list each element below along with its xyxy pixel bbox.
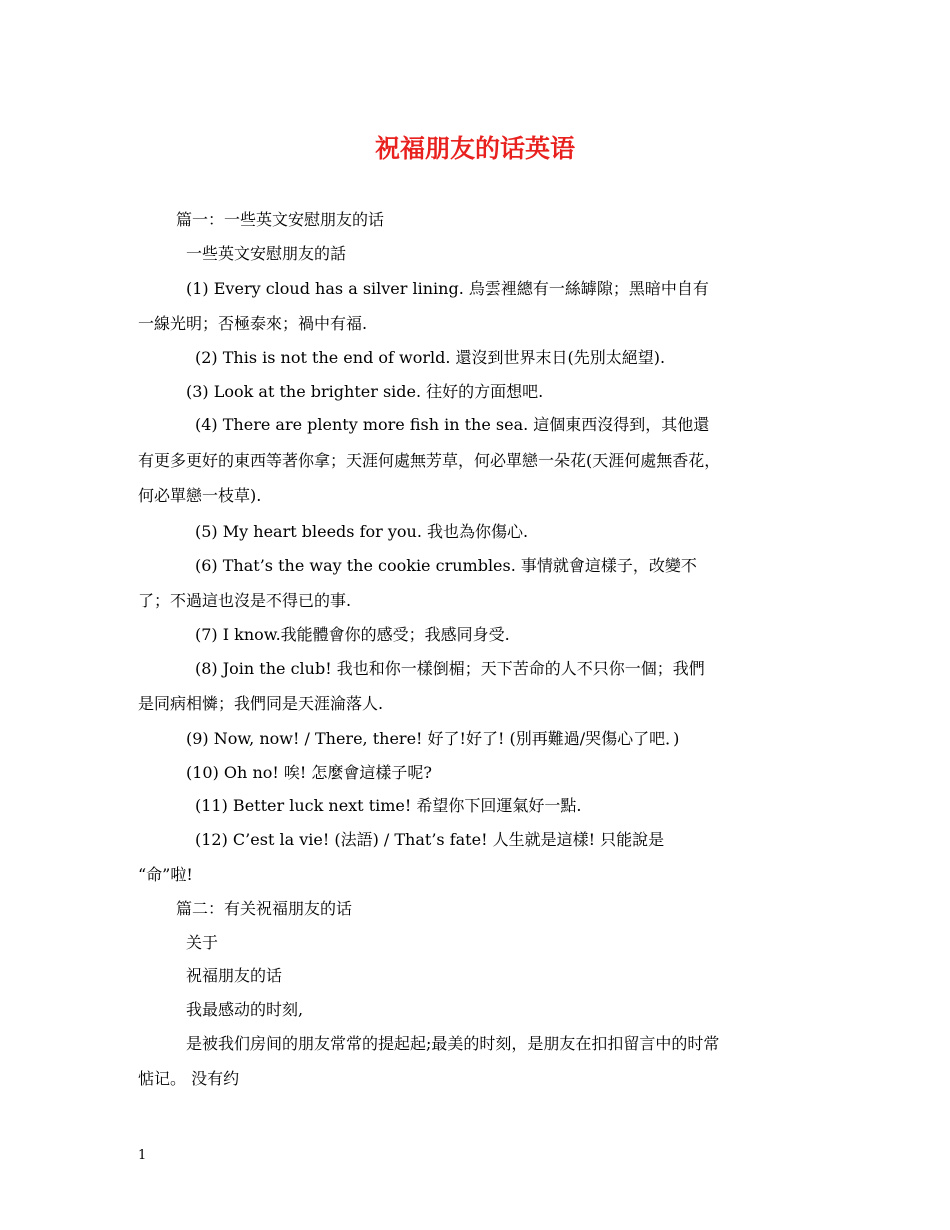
paragraph-line: “命”啦! bbox=[138, 865, 193, 884]
paragraph-line: 我最感动的时刻, bbox=[186, 1000, 304, 1019]
section-heading-1: 篇一：一些英文安慰朋友的话 bbox=[176, 210, 385, 229]
paragraph-line: 何必單戀一枝草). bbox=[138, 486, 262, 505]
paragraph-line: (4) There are plenty more fish in the sea. 這個東西沒得到，其他還 bbox=[195, 415, 710, 434]
section-heading-2: 篇二：有关祝福朋友的话 bbox=[176, 899, 353, 918]
paragraph-line: (6) That’s the way the cookie crumbles. 事情就會這樣子，改變不 bbox=[195, 556, 697, 575]
paragraph-line: 是被我们房间的朋友常常的提起起;最美的时刻，是朋友在扣扣留言中的时常 bbox=[186, 1034, 720, 1053]
paragraph-line: 了；不過這也沒是不得已的事. bbox=[138, 591, 352, 610]
document-title: 祝福朋友的话英语 bbox=[374, 134, 575, 163]
paragraph-line: (1) Every cloud has a silver lining. 烏雲裡總有一絲罅隙；黑暗中自有 bbox=[186, 279, 709, 298]
paragraph-line: (3) Look at the brighter side. 往好的方面想吧. bbox=[186, 382, 544, 401]
paragraph-line: (11) Better luck next time! 希望你下回運氣好一點. bbox=[195, 796, 582, 815]
paragraph-line: 一些英文安慰朋友的話 bbox=[186, 244, 347, 263]
paragraph-line: (5) My heart bleeds for you. 我也為你傷心. bbox=[195, 522, 529, 541]
paragraph-line: (12) C’est la vie! (法語) / That’s fate! 人生就是這樣! 只能說是 bbox=[195, 830, 665, 849]
paragraph-line: (9) Now, now! / There, there! 好了!好了! (別再難過/哭傷心了吧．) bbox=[186, 729, 680, 748]
paragraph-line: 是同病相憐；我們同是天涯淪落人. bbox=[138, 694, 384, 713]
page-number: 1 bbox=[138, 1148, 147, 1163]
paragraph-line: (10) Oh no! 唉! 怎麼會這樣子呢? bbox=[186, 763, 432, 782]
paragraph-line: 祝福朋友的话 bbox=[186, 966, 283, 985]
paragraph-line: (7) I know.我能體會你的感受；我感同身受. bbox=[195, 625, 510, 644]
paragraph-line: 一線光明；否極泰來；禍中有福. bbox=[138, 314, 368, 333]
paragraph-line: 有更多更好的東西等著你拿；天涯何處無芳草，何必單戀一朵花(天涯何處無香花， bbox=[138, 451, 721, 470]
paragraph-line: (8) Join the club! 我也和你一樣倒楣；天下苦命的人不只你一個；我們 bbox=[195, 659, 705, 678]
paragraph-line: 惦记。 没有约 bbox=[138, 1069, 240, 1088]
paragraph-line: (2) This is not the end of world. 還沒到世界末日(先別太絕望). bbox=[195, 348, 666, 367]
paragraph-line: 关于 bbox=[186, 933, 219, 952]
